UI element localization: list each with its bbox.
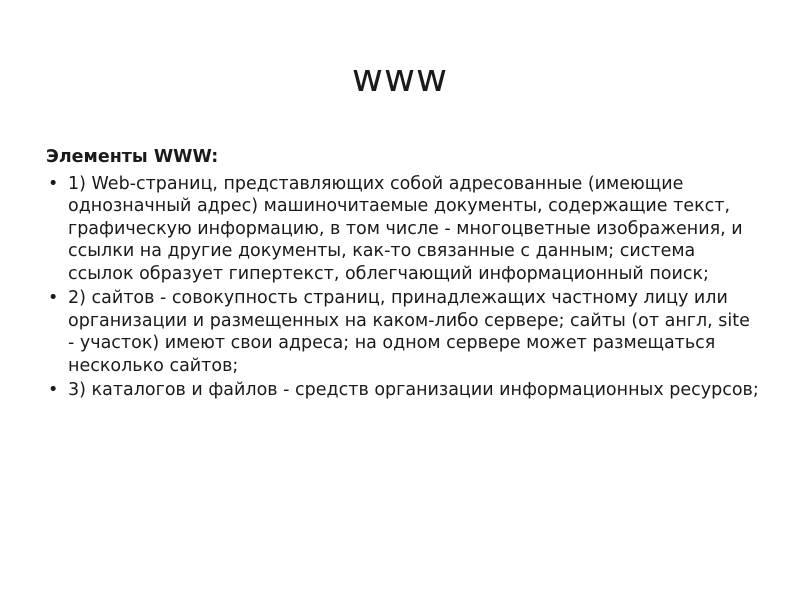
list-item-text: 3) каталогов и файлов - средств организации информационных ресурсов; — [68, 380, 759, 400]
list-item-text: 2) сайтов - совокупность страниц, принадлежащих частному лицу или организации и размещенных на каком-либо сервере; сайты (от англ, site - участок) имеют свои адреса; на одном сервере может размещаться несколько сайтов; — [68, 288, 750, 376]
bullet-icon: • — [48, 380, 59, 400]
bullet-icon: • — [48, 288, 59, 308]
bullet-list — [46, 173, 760, 402]
slide-title: www — [351, 56, 449, 100]
list-item — [46, 379, 760, 402]
list-item-text: 1) Web-страниц, представляющих собой адресованные (имеющие однозначный адрес) машиночитаемые документы, содержащие текст, графическую информацию, в том числе - многоцветные изображения, и ссылки на другие документы, как-то связанные с данным; система ссылок образует гипертекст, облегчающий информационный поиск; — [68, 173, 743, 284]
list-item — [46, 173, 760, 286]
list-item — [46, 287, 760, 377]
bullet-icon: • — [48, 173, 59, 194]
section-heading: Элементы WWW: — [46, 147, 219, 167]
slide-body — [46, 146, 760, 404]
